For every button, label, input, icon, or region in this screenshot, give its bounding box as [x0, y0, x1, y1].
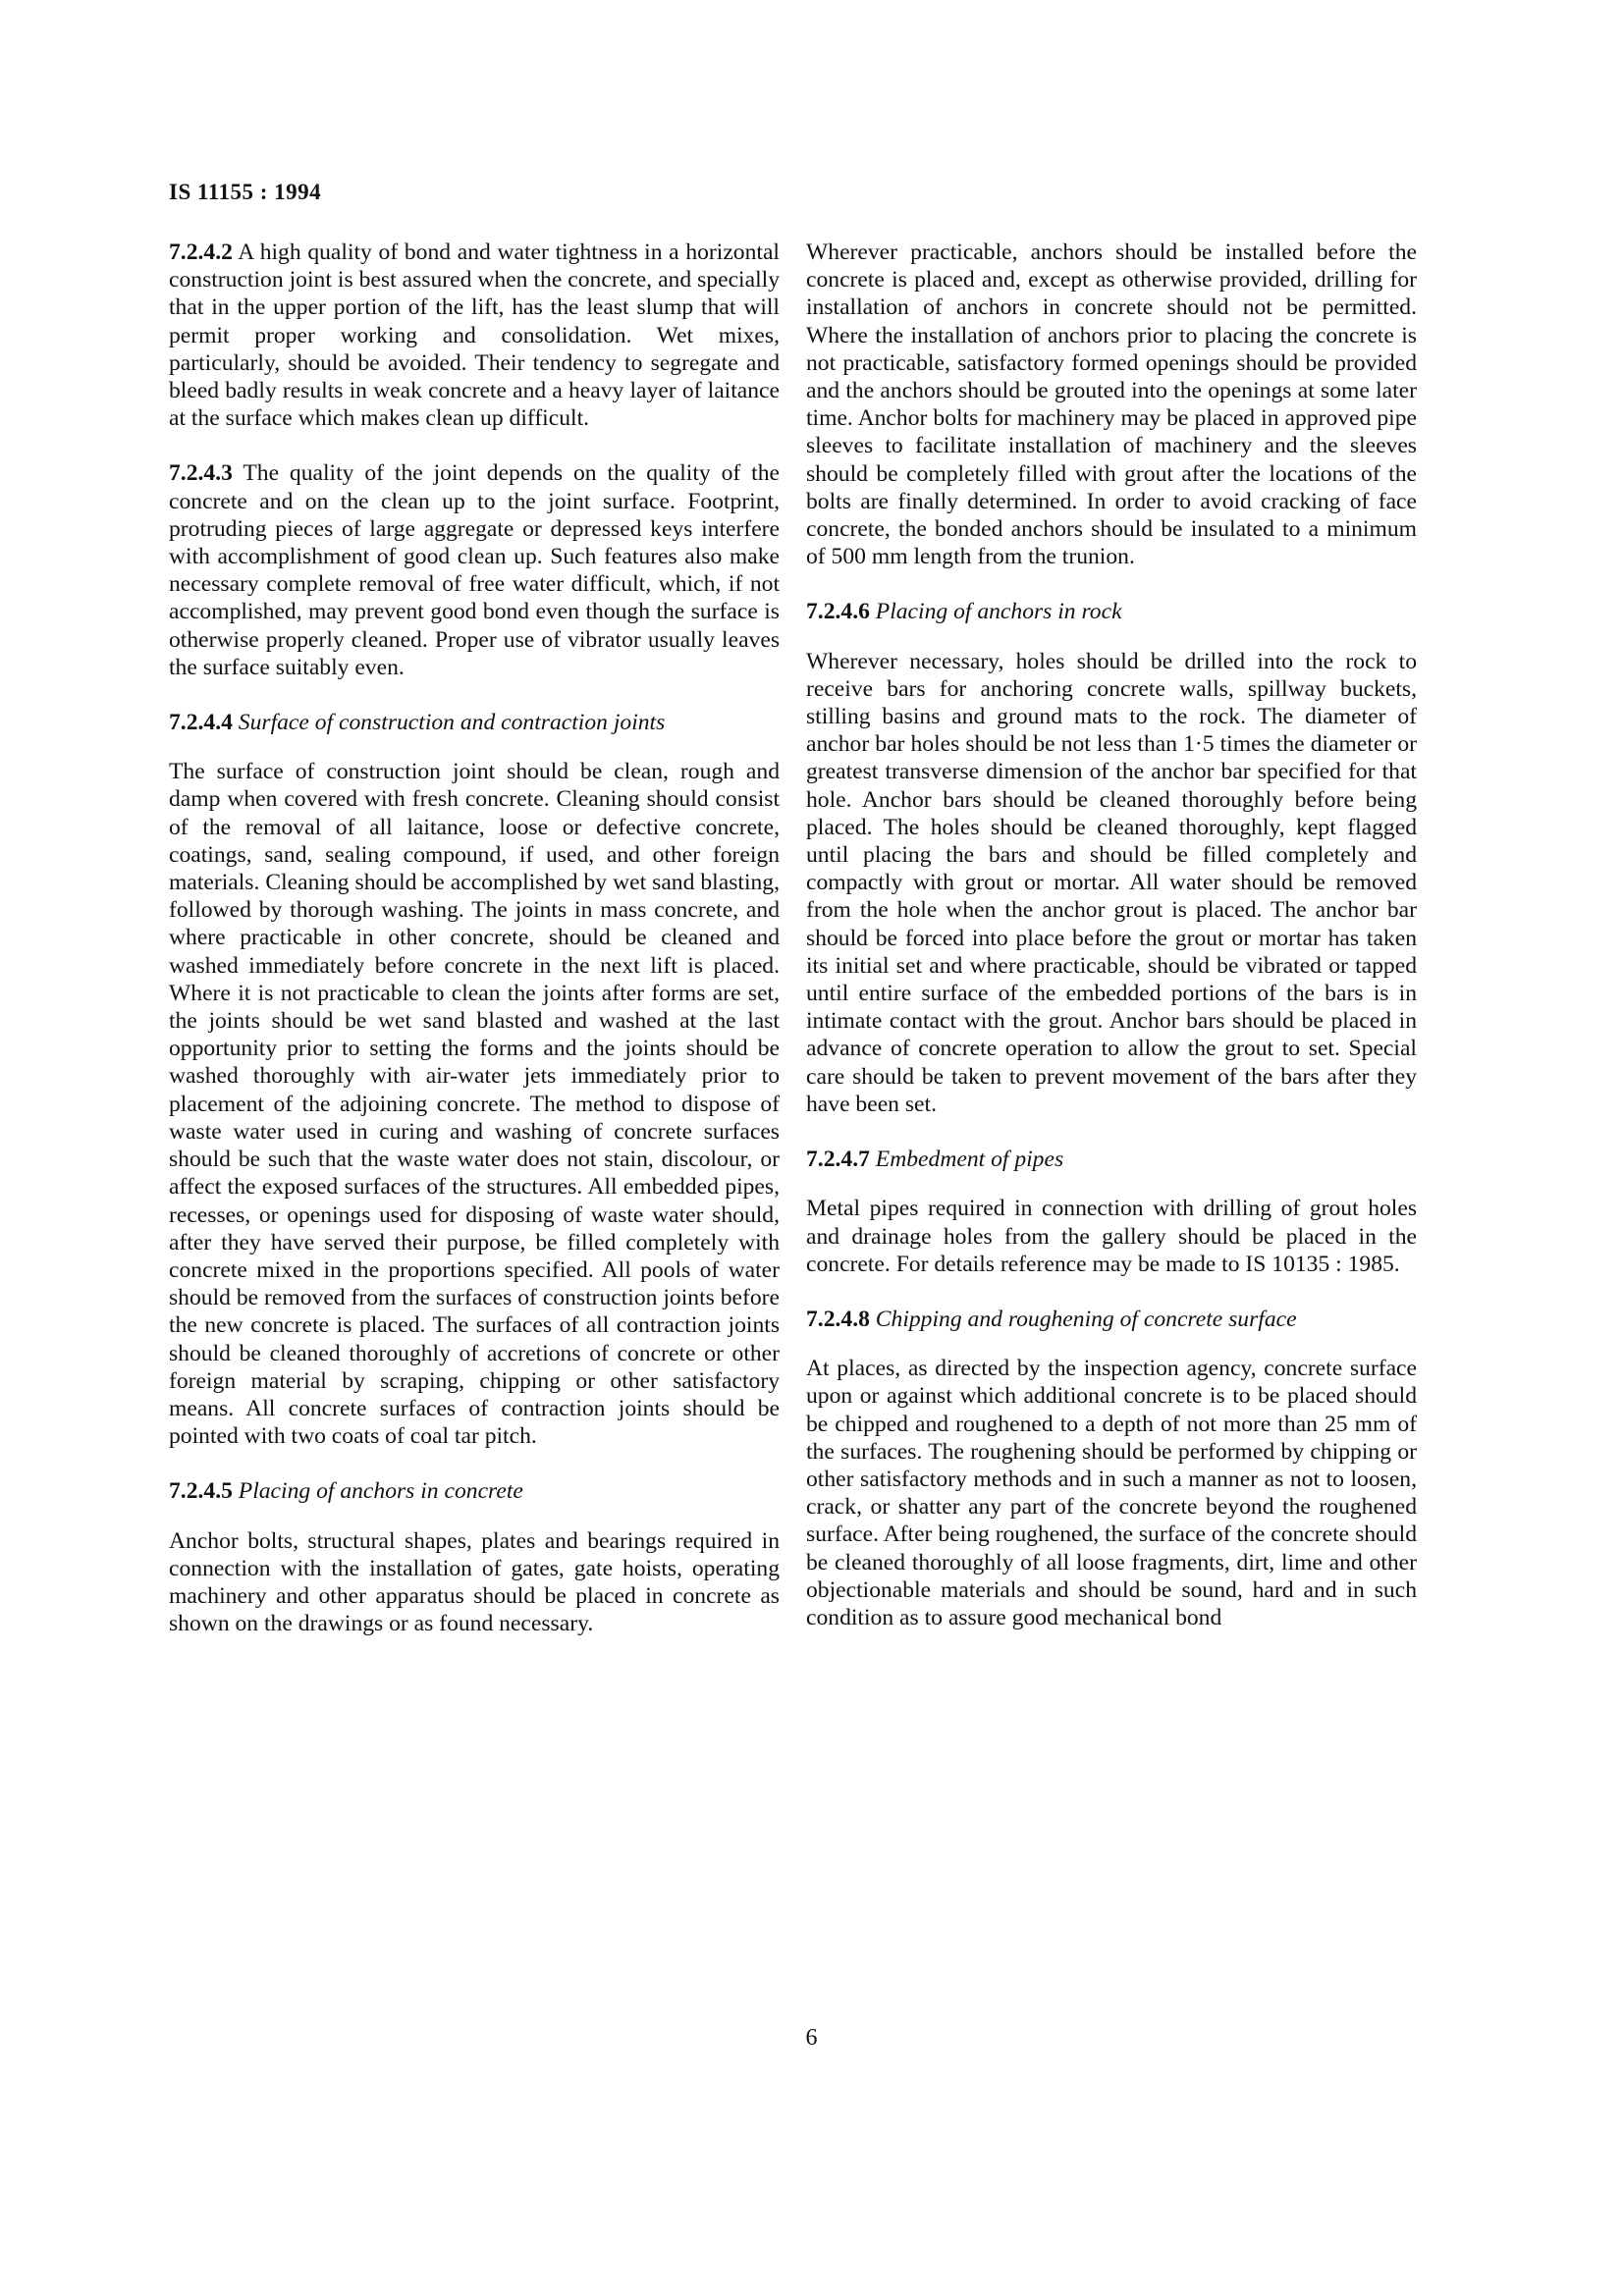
clause-title: Placing of anchors in rock [875, 599, 1122, 625]
clause-title: Surface of construction and contraction joints [238, 710, 666, 736]
heading-7-2-4-8 [806, 1306, 1417, 1333]
clause-7-2-4-2 [169, 239, 780, 432]
right-column [806, 239, 1417, 1631]
clause-7-2-4-3 [169, 459, 780, 681]
heading-7-2-4-7 [806, 1146, 1417, 1173]
heading-7-2-4-6 [806, 598, 1417, 625]
clause-number: 7.2.4.5 [169, 1478, 233, 1505]
clause-number: 7.2.4.4 [169, 710, 233, 736]
clause-title: Embedment of pipes [875, 1147, 1064, 1173]
clause-text: The quality of the joint depends on the quality of the concrete and on the clean up to the joint surface. Footprint, protruding pieces of large aggregate or depressed keys interfere with accomplishment of good clean up. Such features also make necessary complete removal of free water difficult, which, if not accomplished, may prevent good bond even though the surface is otherwise properly cleaned. Proper use of vibrator usually leaves the surface suitably even. [169, 460, 780, 680]
clause-7-2-4-7-body: Metal pipes required in connection with drilling of grout holes and drainage holes from the gallery should be placed in the concrete. For details reference may be made to IS 10135 : 1985. [806, 1196, 1417, 1277]
clause-title: Chipping and roughening of concrete surface [875, 1306, 1297, 1332]
clause-text: A high quality of bond and water tightness in a horizontal construction joint is best assured when the concrete, and specially that in the upper portion of the lift, has the least slump that will permit proper working and consolidation. Wet mixes, particularly, should be avoided. Their tendency to segregate and bleed badly results in weak concrete and a heavy layer of laitance at the surface which makes clean up difficult. [169, 240, 780, 432]
clause-number: 7.2.4.8 [806, 1306, 870, 1332]
clause-7-2-4-6-body: Wherever necessary, holes should be drilled into the rock to receive bars for anchoring concrete walls, spillway buckets, stilling basins and ground mats to the rock. The diameter of anchor bar holes should be not less than 1·5 times the diameter or greatest transverse dimension of the anchor bar specified for that hole. Anchor bars should be cleaned thoroughly before being placed. The holes should be cleaned thoroughly, kept flagged until placing the bars and should be filled completely and compactly with grout or mortar. All water should be removed from the hole when the anchor grout is placed. The anchor bar should be forced into place before the grout or mortar has taken its initial set and where practicable, should be vibrated or tapped until entire surface of the embedded portions of the bars is in intimate contact with the grout. Anchor bars should be placed in advance of concrete operation to allow the grout to set. Special care should be taken to prevent movement of the bars after they have been set. [806, 648, 1417, 1117]
left-column [169, 239, 780, 1637]
clause-7-2-4-4-body: The surface of construction joint should be clean, rough and damp when covered with fresh concrete. Cleaning should consist of the removal of all laitance, loose or defective concrete, coatings, sand, sealing compound, if used, and other foreign materials. Cleaning should be accomplished by wet sand blasting, followed by thorough washing. The joints in mass concrete, and where practicable in other concrete, should be cleaned and washed immediately before concrete in the next lift is placed. Where it is not practicable to clean the joints after forms are set, the joints should be wet sand blasted and washed at the last opportunity prior to setting the forms and the joints should be washed thoroughly with air-water jets immediately prior to placement of the adjoining concrete. The method to dispose of waste water used in curing and washing of concrete surfaces should be such that the waste water does not stain, discolour, or affect the exposed surfaces of the structures. All embedded pipes, recesses, or openings used for disposing of waste water should, after they have served their purpose, be filled completely with concrete mixed in the proportions specified. All pools of water should be removed from the surfaces of construction joints before the new concrete is placed. The surfaces of all contraction joints should be cleaned thoroughly of accretions of concrete or other foreign material by scraping, chipping or other satisfactory means. All concrete surfaces of contraction joints should be pointed with two coats of coal tar pitch. [169, 759, 780, 1450]
clause-7-2-4-5-body: Anchor bolts, structural shapes, plates and bearings required in connection with the installation of gates, gate hoists, operating machinery and other apparatus should be placed in concrete as shown on the drawings or as found necessary. [169, 1527, 780, 1637]
clause-number: 7.2.4.6 [806, 599, 870, 625]
clause-7-2-4-5-continued: Wherever practicable, anchors should be installed before the concrete is placed and, except as otherwise provided, drilling for installation of anchors in concrete should not be permitted. Where the installation of anchors prior to placing the concrete is not practicable, satisfactory formed openings should be provided and the anchors should be grouted into the openings at some later time. Anchor bolts for machinery may be placed in approved pipe sleeves to facilitate installation of machinery and the sleeves should be completely filled with grout after the locations of the bolts are finally determined. In order to avoid cracking of face concrete, the bonded anchors should be insulated to a minimum of 500 mm length from the trunion. [806, 240, 1417, 570]
page-number: 6 [805, 2025, 818, 2051]
standard-number: IS 11155 : 1994 [169, 180, 322, 204]
heading-7-2-4-5 [169, 1477, 780, 1505]
clause-number: 7.2.4.3 [169, 460, 233, 487]
heading-7-2-4-4 [169, 709, 780, 736]
clause-7-2-4-8-body: At places, as directed by the inspection agency, concrete surface upon or against which additional concrete is to be placed should be chipped and roughened to a depth of not more than 25 mm of the surfaces. The roughening should be performed by chipping or other satisfactory methods and in such a manner as not to loosen, crack, or shatter any part of the concrete beyond the roughened surface. After being roughened, the surface of the concrete should be cleaned thoroughly of all loose fragments, dirt, lime and other objectionable materials and should be sound, hard and in such condition as to assure good mechanical bond [806, 1356, 1417, 1630]
clause-number: 7.2.4.7 [806, 1147, 870, 1173]
clause-title: Placing of anchors in concrete [238, 1478, 523, 1505]
clause-number: 7.2.4.2 [169, 240, 233, 265]
